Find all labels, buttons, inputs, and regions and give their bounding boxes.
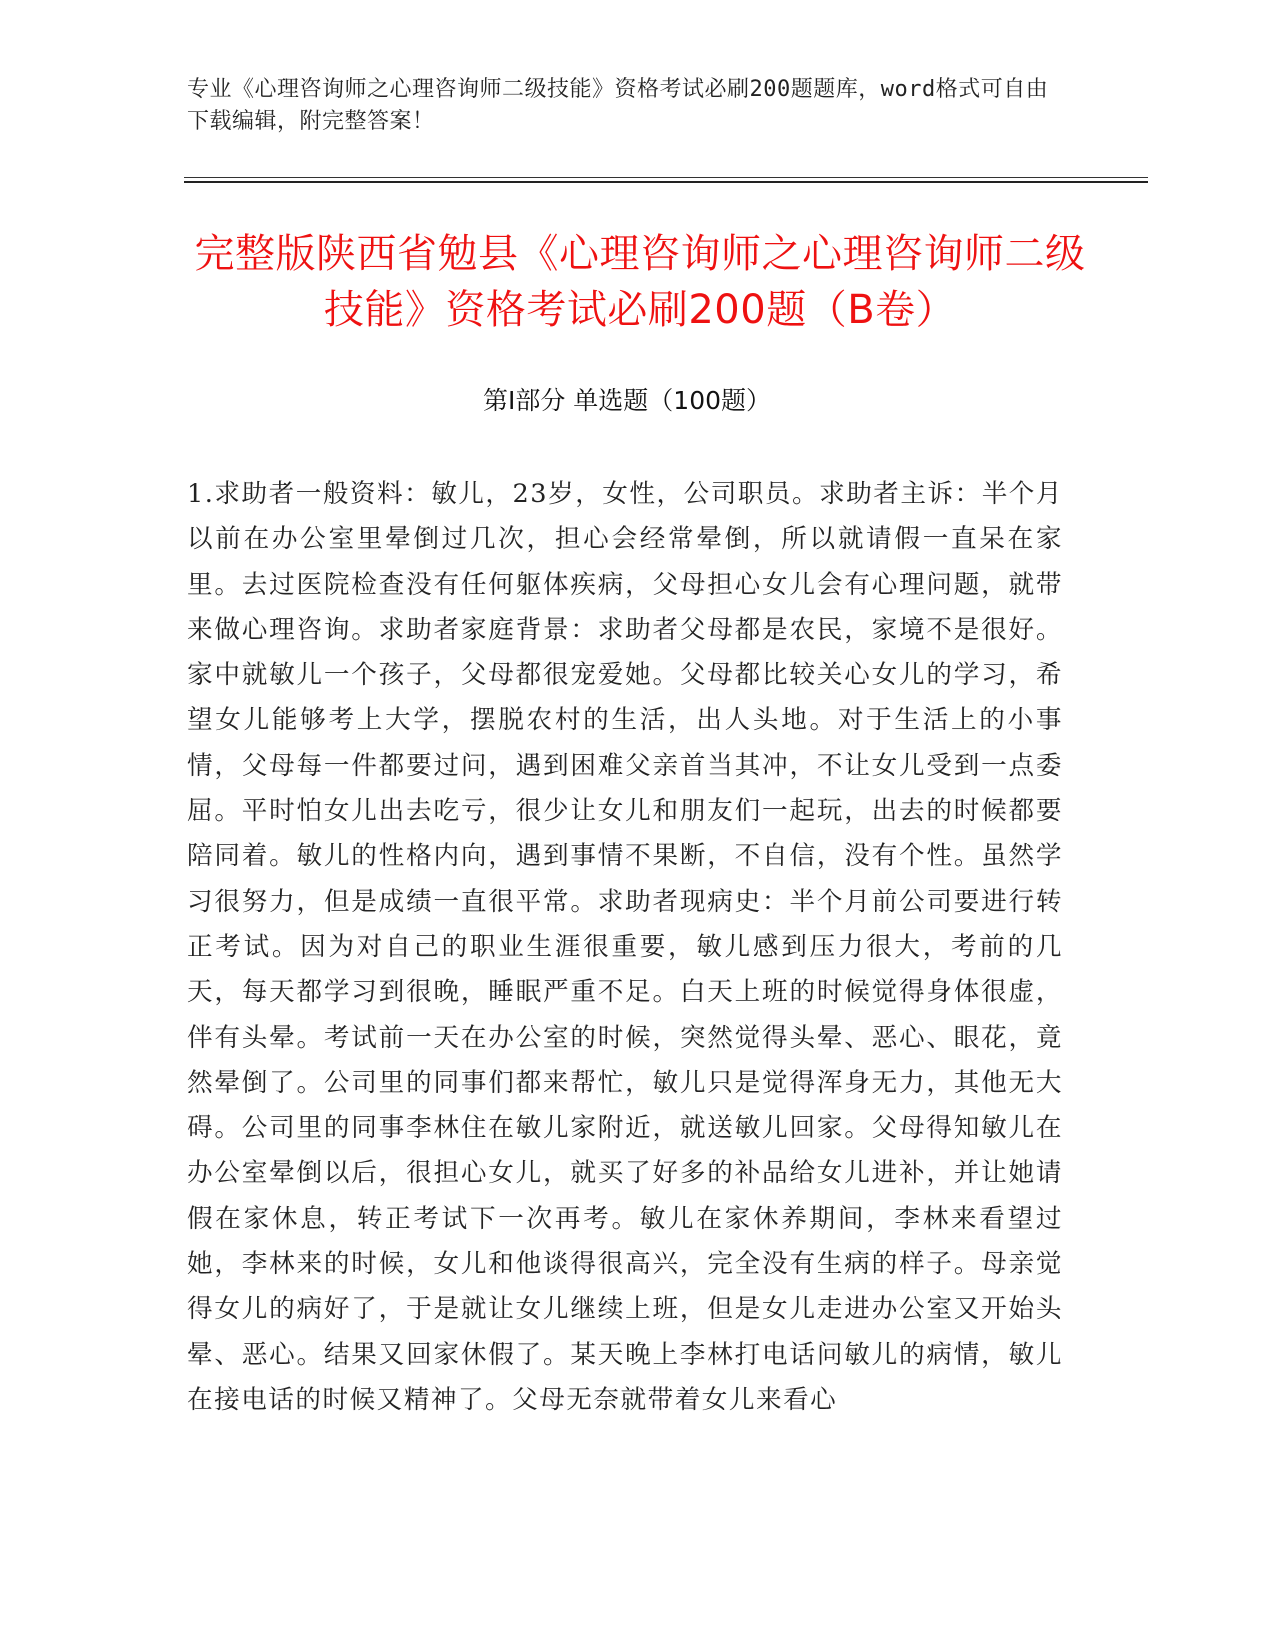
section-title: 第Ⅰ部分 单选题（100题）	[482, 386, 772, 415]
header-divider-thin	[184, 177, 1148, 178]
question-1-text: 1.求助者一般资料：敏儿，23岁，女性，公司职员。求助者主诉：半个月以前在办公室里晕倒过几次，担心会经常晕倒，所以就请假一直呆在家里。去过医院检查没有任何躯体疾病，父母担心女儿会有心理问题，就带来做心理咨询。求助者家庭背景：求助者父母都是农民，家境不是很好。家中就敏儿一个孩子，父母都很宠爱她。父母都比较关心女儿的学习，希望女儿能够考上大学，摆脱农村的生活，出人头地。对于生活上的小事情，父母每一件都要过问，遇到困难父亲首当其冲，不让女儿受到一点委屈。平时怕女儿出去吃亏，很少让女儿和朋友们一起玩，出去的时候都要陪同着。敏儿的性格内向，遇到事情不果断，不自信，没有个性。虽然学习很努力，但是成绩一直很平常。求助者现病史：半个月前公司要进行转正考试。因为对自己的职业生涯很重要，敏儿感到压力很大，考前的几天，每天都学习到很晚，睡眠严重不足。白天上班的时候觉得身体很虚，伴有头晕。考试前一天在办公室的时候，突然觉得头晕、恶心、眼花，竟然晕倒了。公司里的同事们都来帮忙，敏儿只是觉得浑身无力，其他无大碍。公司里的同事李林住在敏儿家附近，就送敏儿回家。父母得知敏儿在办公室晕倒以后，很担心女儿，就买了好多的补品给女儿进补，并让她请假在家休息，转正考试下一次再考。敏儿在家休养期间，李林来看望过她，李林来的时候，女儿和他谈得很高兴，完全没有生病的样子。母亲觉得女儿的病好了，于是就让女儿继续上班，但是女儿走进办公室又开始头晕、恶心。结果又回家休假了。某天晚上李林打电话问敏儿的病情，敏儿在接电话的时候又精神了。父母无奈就带着女儿来看心	[187, 479, 1063, 1415]
header-note: 专业《心理咨询师之心理咨询师二级技能》资格考试必刷200题题库，word格式可自由下载编辑，附完整答案！	[187, 77, 1049, 134]
document-title: 完整版陕西省勉县《心理咨询师之心理咨询师二级技能》资格考试必刷200题（B卷）	[194, 231, 1086, 333]
header-divider-thick	[184, 181, 1148, 183]
